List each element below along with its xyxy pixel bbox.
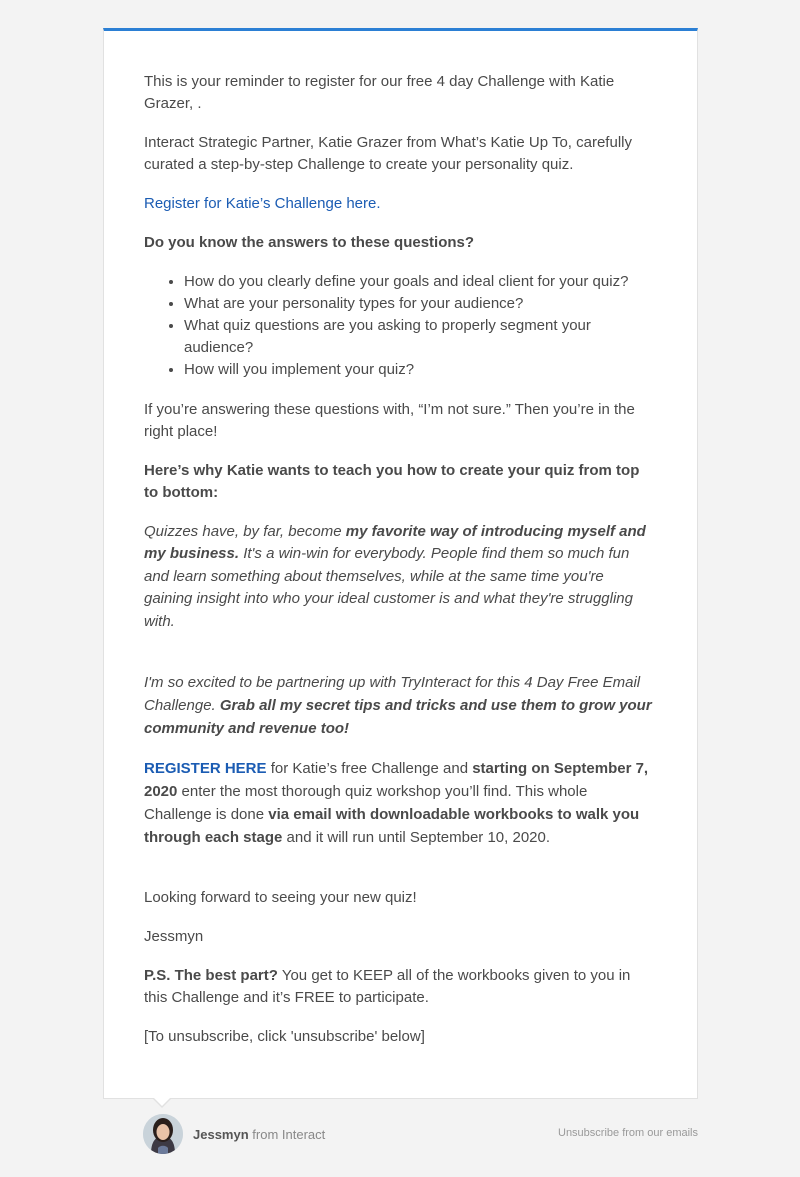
email-body	[144, 71, 656, 1065]
avatar	[143, 1114, 183, 1154]
unsubscribe-link[interactable]: Unsubscribe from our emails	[558, 1127, 698, 1139]
sender-line	[193, 1127, 325, 1142]
list-item: • How do you clearly define your goals and ideal client for your quiz?	[184, 271, 656, 293]
sender-org: from Interact	[248, 1127, 326, 1142]
reminder-text: This is your reminder to register for our free 4 day Challenge with Katie Grazer, .	[144, 73, 615, 112]
quote-emphasis: Grab all my secret tips and tricks and use them to grow your community and revenue too!	[144, 697, 652, 738]
intro-text: Interact Strategic Partner, Katie Grazer from What’s Katie Up To, carefully curated a step-by-step Challenge to create your personality quiz.	[144, 134, 632, 173]
questions-heading: Do you know the answers to these questions?	[144, 234, 475, 251]
list-item: • What are your personality types for your audience?	[184, 293, 656, 315]
sender-name: Jessmyn	[193, 1127, 249, 1142]
ps-label: P.S. The best part?	[144, 967, 278, 985]
paragraph-text: for Katie’s free Challenge and	[266, 760, 473, 778]
closing-text: Looking forward to seeing your new quiz!	[144, 889, 417, 907]
paragraph-text: enter the most thorough quiz workshop you’ll find. This whole Challenge is done	[144, 783, 588, 824]
list-item: • What quiz questions are you asking to properly segment your audience?	[184, 315, 656, 359]
signature: Jessmyn	[144, 928, 204, 946]
katie-quote-1	[144, 521, 656, 633]
email-footer	[143, 1114, 698, 1156]
email-card	[103, 28, 698, 1099]
workbook-emphasis: via email with downloadable workbooks to walk you through each stage	[144, 806, 640, 847]
unsubscribe-note: [To unsubscribe, click 'unsubscribe' below]	[144, 1028, 425, 1046]
questions-list	[144, 271, 656, 381]
katie-quote-2	[144, 671, 656, 740]
list-item: • How will you implement your quiz?	[184, 359, 656, 381]
quote-emphasis: my favorite way of introducing myself and my business.	[144, 523, 646, 563]
sender-avatar-icon	[143, 1114, 183, 1154]
start-date: starting on September 7, 2020	[144, 760, 649, 801]
quote-text: I'm so excited to be partnering up with TryInteract for this 4 Day Free Email Challenge.	[144, 674, 641, 715]
paragraph-text: and it will run until September 10, 2020.	[282, 829, 551, 847]
ps-text: You get to KEEP all of the workbooks given to you in this Challenge and it’s FREE to participate.	[144, 967, 631, 1007]
why-heading: Here’s why Katie wants to teach you how to create your quiz from top to bottom:	[144, 462, 640, 501]
register-paragraph	[144, 757, 656, 849]
ps-paragraph	[144, 965, 656, 1009]
register-link[interactable]: Register for Katie’s Challenge here.	[144, 195, 381, 212]
quote-text: It's a win-win for everybody. People find them so much fun and learn something about themselves, while at the same time you're gaining insight into who your ideal customer is and what they're struggling with.	[144, 545, 633, 630]
not-sure-text: If you’re answering these questions with, “I’m not sure.” Then you’re in the right place!	[144, 401, 635, 440]
register-here-link[interactable]: REGISTER HERE	[144, 760, 267, 778]
quote-text: Quizzes have, by far, become	[144, 523, 346, 540]
